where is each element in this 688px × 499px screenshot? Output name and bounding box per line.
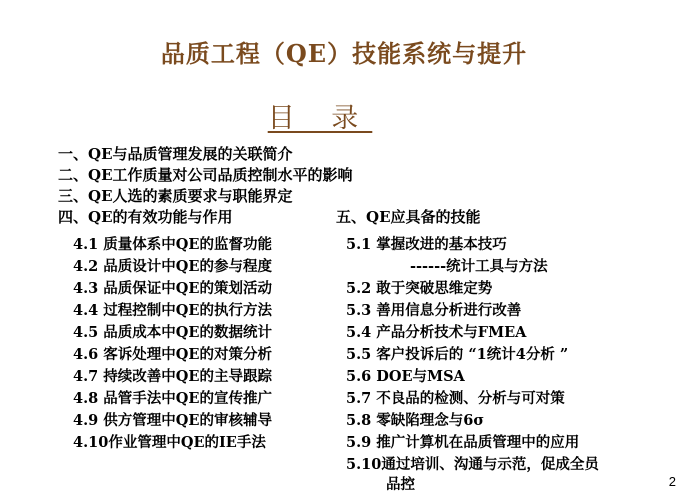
section-1: 一、QE与品质管理发展的关联简介: [58, 145, 293, 163]
right-item-1: 5.1 掌握改进的基本技巧: [346, 236, 507, 253]
page-number: 2: [668, 474, 676, 489]
left-item-8: 4.8 品管手法中QE的宣传推广: [73, 390, 272, 407]
left-item-9: 4.9 供方管理中QE的审核辅导: [73, 412, 272, 429]
right-item-1-continued: ------统计工具与方法: [410, 258, 548, 275]
left-item-2: 4.2 品质设计中QE的参与程度: [73, 258, 272, 275]
right-item-5: 5.5 客户投诉后的 “1统计4分析 ”: [346, 346, 569, 363]
left-item-7: 4.7 持续改善中QE的主导跟踪: [73, 368, 272, 385]
slide-title: 品质工程（QE）技能系统与提升: [160, 39, 528, 68]
section-5: 五、QE应具备的技能: [336, 208, 481, 226]
left-item-6: 4.6 客诉处理中QE的对策分析: [73, 346, 272, 363]
right-item-4: 5.4 产品分析技术与FMEA: [346, 324, 527, 341]
toc-heading: 目 录: [267, 103, 373, 134]
left-item-5: 4.5 品质成本中QE的数据统计: [73, 324, 272, 341]
right-item-3: 5.3 善用信息分析进行改善: [346, 302, 522, 319]
left-item-4: 4.4 过程控制中QE的执行方法: [73, 302, 272, 319]
left-item-3: 4.3 品质保证中QE的策划活动: [73, 280, 272, 297]
right-item-9: 5.9 推广计算机在品质管理中的应用: [346, 434, 580, 451]
right-item-10: 5.10通过培训、沟通与示范，促成全员: [346, 456, 599, 473]
left-item-1: 4.1 质量体系中QE的监督功能: [73, 236, 272, 253]
right-item-2: 5.2 敢于突破思维定势: [346, 280, 493, 297]
right-item-10-continued: 品控: [386, 476, 415, 493]
right-item-6: 5.6 DOE与MSA: [346, 368, 465, 385]
section-2: 二、QE工作质量对公司品质控制水平的影响: [58, 166, 353, 184]
left-item-10: 4.10作业管理中QE的IE手法: [73, 434, 266, 451]
section-4: 四、QE的有效功能与作用: [58, 208, 233, 226]
right-item-7: 5.7 不良品的检测、分析与可对策: [346, 390, 565, 407]
right-item-8: 5.8 零缺陷理念与6σ: [346, 412, 485, 429]
section-3: 三、QE人选的素质要求与职能界定: [58, 187, 293, 205]
